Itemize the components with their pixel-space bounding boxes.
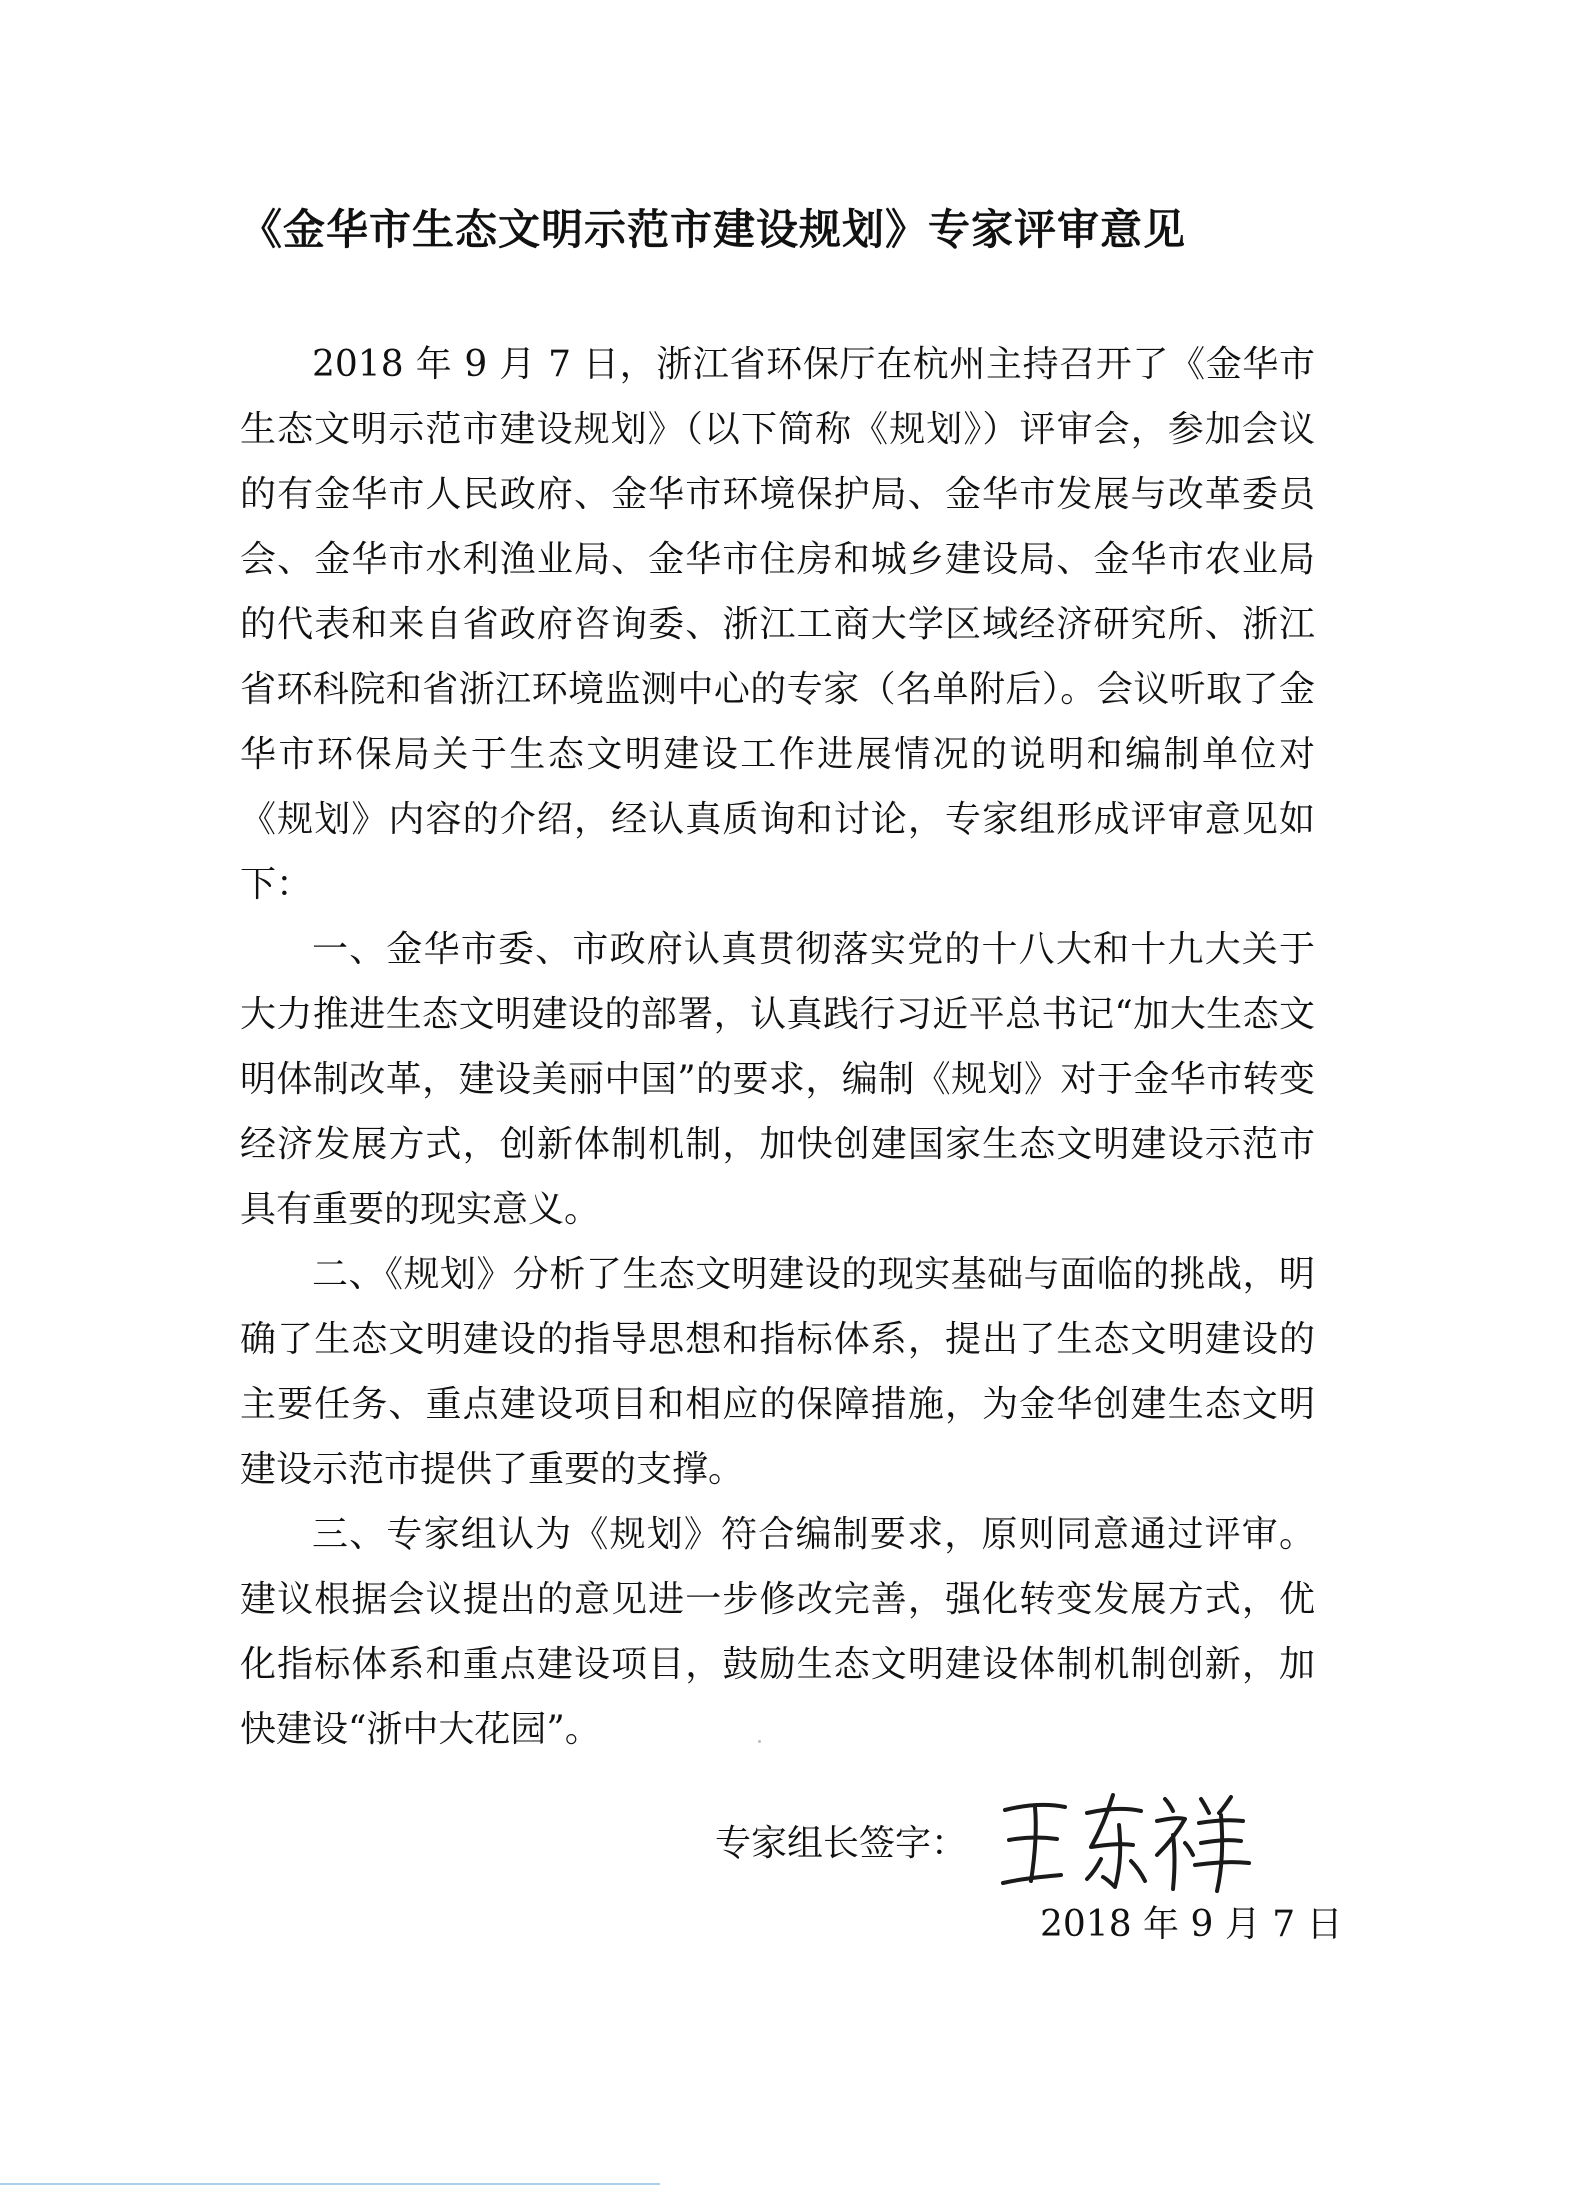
paragraph-opinion-2: 二、《规划》分析了生态文明建设的现实基础与面临的挑战，明确了生态文明建设的指导思想和指标体系，提出了生态文明建设的主要任务、重点建设项目和相应的保障措施，为金华创建生态文明建设示范市提供了重要的支撑。 — [240, 1254, 1315, 1490]
signature-name — [715, 1785, 716, 1786]
signature-label: 专家组长签字： — [715, 1823, 968, 1864]
paragraph-opinion-1: 一、金华市委、市政府认真贯彻落实党的十八大和十九大关于大力推进生态文明建设的部署，认真践行习近平总书记“加大生态文明体制改革，建设美丽中国”的要求，编制《规划》对于金华市转变经济发展方式，创新体制机制，加快创建国家生态文明建设示范市具有重要的现实意义。 — [240, 929, 1315, 1230]
scan-speck — [758, 1740, 761, 1743]
document-body — [240, 332, 1315, 1762]
document-title: 《金华市生态文明示范市建设规划》专家评审意见 — [240, 205, 1187, 254]
scan-edge-line — [0, 2183, 660, 2185]
signature-date: 2018 年 9 月 7 日 — [1040, 1904, 1343, 1945]
paragraph-opinion-3: 三、专家组认为《规划》符合编制要求，原则同意通过评审。建议根据会议提出的意见进一步修改完善，强化转变发展方式，优化指标体系和重点建设项目，鼓励生态文明建设体制机制创新，加快建设“浙中大花园”。 — [240, 1514, 1315, 1750]
paragraph-intro: 2018 年 9 月 7 日，浙江省环保厅在杭州主持召开了《金华市生态文明示范市建设规划》（以下简称《规划》）评审会，参加会议的有金华市人民政府、金华市环境保护局、金华市发展与改革委员会、金华市水利渔业局、金华市住房和城乡建设局、金华市农业局的代表和来自省政府咨询委、浙江工商大学区域经济研究所、浙江省环科院和省浙江环境监测中心的专家（名单附后）。会议听取了金华市环保局关于生态文明建设工作进展情况的说明和编制单位对《规划》内容的介绍，经认真质询和讨论，专家组形成评审意见如下： — [240, 344, 1315, 905]
handwritten-signature — [995, 1785, 1255, 1895]
signature-block — [715, 1785, 1315, 1895]
